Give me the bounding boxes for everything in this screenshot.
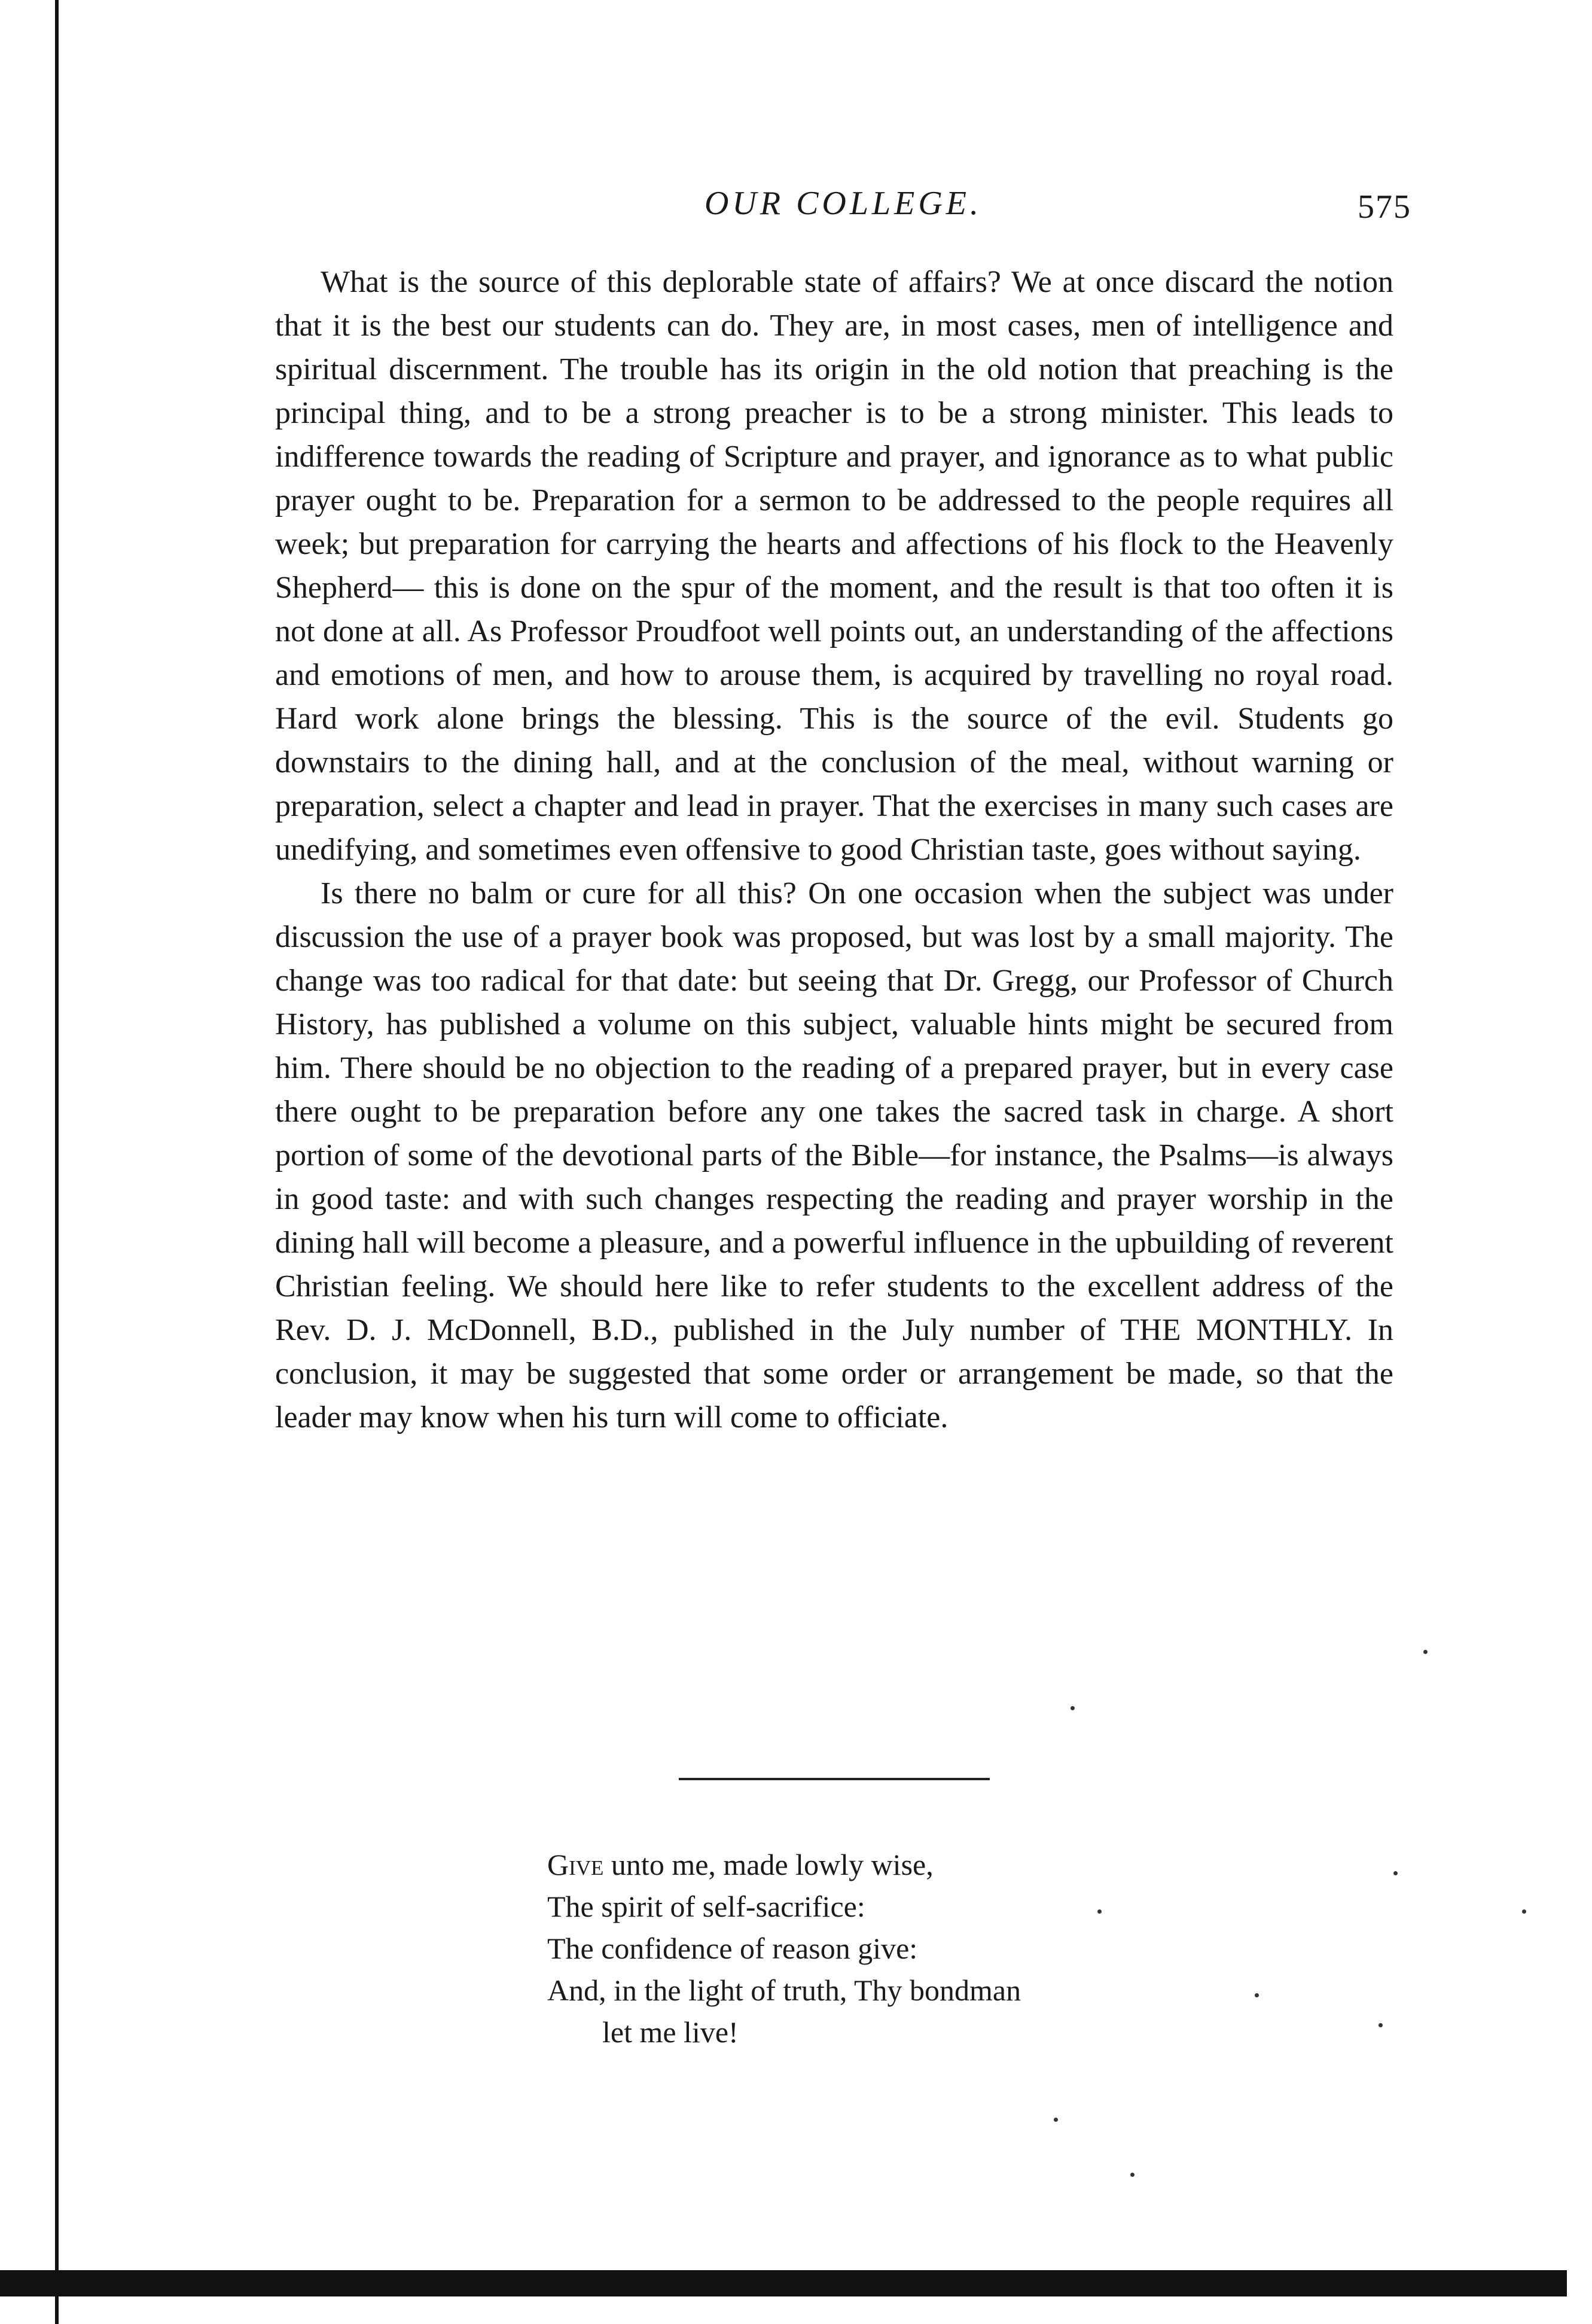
print-speck <box>1130 2173 1134 2177</box>
section-divider <box>679 1778 990 1780</box>
paragraph-1: What is the source of this deplorable state of affairs? We at once discard the notion that it is the best our students can do. They are, in most cases, men of intelligence and spiritual discernment. The trouble has its origin in the old notion that preaching is the principal thing, and to be a strong preacher is to be a strong minister. This leads to indifference towards the reading of Scripture and prayer, and ignorance as to what public prayer ought to be. Preparation for a sermon to be addressed to the people requires all week; but preparation for carrying the hearts and affections of his flock to the Heavenly Shepherd— this is done on the spur of the moment, and the result is that too often it is not done at all. As Professor Proudfoot well points out, an understanding of the affections and emotions of men, and how to arouse them, is acquired by travelling no royal road. Hard work alone brings the blessing. This is the source of the evil. Students go downstairs to the dining hall, and at the conclusion of the meal, without warning or preparation, select a chapter and lead in prayer. That the exercises in many such cases are unedifying, and sometimes even offensive to good Christian taste, goes without saying. <box>275 265 1393 867</box>
poem-verse <box>547 1844 1021 2053</box>
page-left-edge-rule <box>55 0 59 2324</box>
print-speck <box>1097 1909 1102 1914</box>
print-speck <box>1522 1909 1526 1914</box>
print-speck <box>1393 1871 1398 1875</box>
poem-line-3: The confidence of reason give: <box>547 1932 918 1965</box>
print-speck <box>1378 2023 1383 2027</box>
poem-line-4: And, in the light of truth, Thy bondman <box>547 1973 1021 2007</box>
poem-first-word: Give <box>547 1848 604 1881</box>
poem-line-1-rest: unto me, made lowly wise, <box>603 1848 934 1881</box>
poem-line-2: The spirit of self-sacrifice: <box>547 1890 865 1923</box>
poem-line-1 <box>547 1844 1021 1886</box>
poem-line-5: let me live! <box>602 2015 739 2049</box>
running-title: OUR COLLEGE. <box>704 185 983 222</box>
print-speck <box>1071 1706 1075 1710</box>
paragraph-2: Is there no balm or cure for all this? On one occasion when the subject was under discussion the use of a prayer book was proposed, but was lost by a small majority. The change was too radical for that date: but seeing that Dr. Gregg, our Professor of Church History, has published a volume on this subject, valuable hints might be secured from him. There should be no objection to the reading of a prepared prayer, but in every case there ought to be preparation before any one takes the sacred task in charge. A short portion of some of the devotional parts of the Bible—for instance, the Psalms—is always in good taste: and with such changes respecting the reading and prayer worship in the dining hall will become a pleasure, and a powerful influence in the upbuilding of reverent Christian feeling. We should here like to refer students to the excellent address of the Rev. D. J. McDonnell, B.D., published in the July number of THE MONTHLY. In conclusion, it may be suggested that some order or arrangement be made, so that the leader may know when his turn will come to officiate. <box>275 876 1393 1434</box>
print-speck <box>1054 2118 1058 2122</box>
page-bottom-edge-rule <box>0 2270 1567 2296</box>
print-speck <box>1255 1993 1259 1997</box>
print-speck <box>1423 1650 1428 1654</box>
article-body <box>275 260 1393 1439</box>
running-head <box>275 179 1411 233</box>
page-number: 575 <box>1358 188 1411 226</box>
